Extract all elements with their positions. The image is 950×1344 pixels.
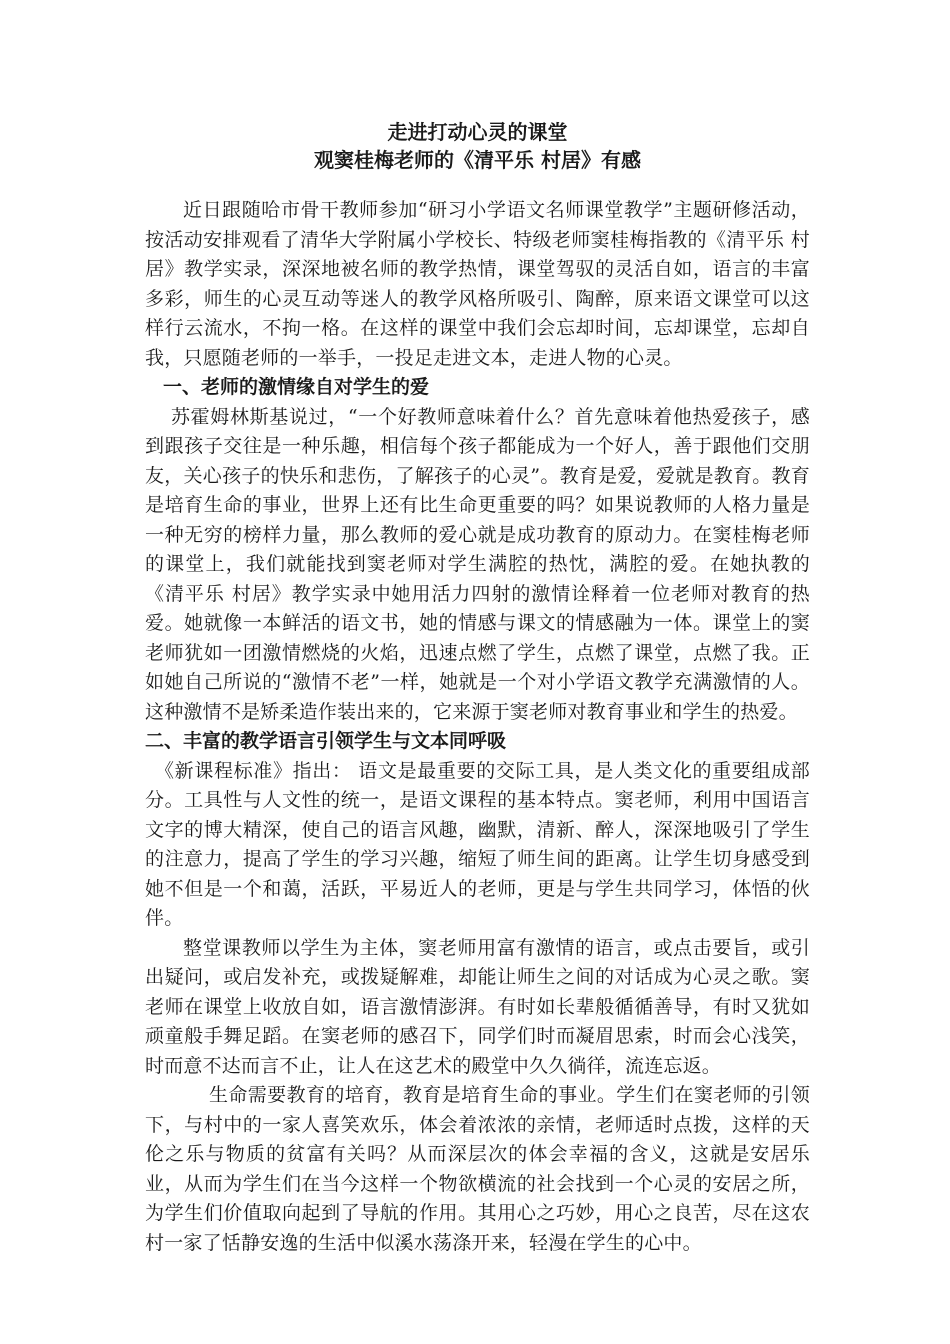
document-page: [145, 118, 810, 1258]
title-block: [145, 118, 810, 174]
section-2-paragraph-2: 整堂课教师以学生为主体，窦老师用富有激情的语言，或点击要旨，或引出疑问，或启发补充，或拨疑解难，却能让师生之间的对话成为心灵之歌。窦老师在课堂上收放自如，语言激情澎湃。有时如长辈般循循善导，有时又犹如顽童般手舞足蹈。在窦老师的感召下，同学们时而凝眉思索，时而会心浅笑，时而意不达而言不止，让人在这艺术的殿堂中久久徜徉，流连忘返。: [145, 936, 810, 1077]
section-2-paragraph-1: 《新课程标准》指出： 语文是最重要的交际工具，是人类文化的重要组成部分。工具性与人文性的统一，是语文课程的基本特点。窦老师，利用中国语言文字的博大精深，使自己的语言风趣，幽默，清新、醉人，深深地吸引了学生的注意力，提高了学生的学习兴趣，缩短了师生间的距离。让学生切身感受到她不但是一个和蔼，活跃，平易近人的老师，更是与学生共同学习，体悟的伙伴。: [145, 759, 810, 929]
document-title: 走进打动心灵的课堂: [387, 120, 568, 144]
section-1-paragraph: 苏霍姆林斯基说过，“一个好教师意味着什么？首先意味着他热爱孩子，感到跟孩子交往是一种乐趣，相信每个孩子都能成为一个好人，善于跟他们交朋友，关心孩子的快乐和悲伤，了解孩子的心灵”。教育是爱，爱就是教育。教育是培育生命的事业，世界上还有比生命更重要的吗？如果说教师的人格力量是一种无穷的榜样力量，那么教师的爱心就是成功教育的原动力。在窦桂梅老师的课堂上，我们就能找到窦老师对学生满腔的热忱，满腔的爱。在她执教的《清平乐 村居》教学实录中她用活力四射的激情诠释着一位老师对教育的热爱。她就像一本鲜活的语文书，她的情感与课文的情感融为一体。课堂上的窦老师犹如一团激情燃烧的火焰，迅速点燃了学生，点燃了课堂，点燃了我。正如她自己所说的“激情不老”一样，她就是一个对小学语文教学充满激情的人。这种激情不是矫柔造作装出来的，它来源于窦老师对教育事业和学生的热爱。: [145, 405, 810, 723]
section-2-heading: 二、丰富的教学语言引领学生与文本同呼吸: [145, 730, 507, 752]
section-2-paragraph-3: 生命需要教育的培育，教育是培育生命的事业。学生们在窦老师的引领下，与村中的一家人喜笑欢乐，体会着浓浓的亲情，老师适时点拨，这样的天伦之乐与物质的贫富有关吗？从而深层次的体会幸福的含义，这就是安居乐业，从而为学生们在当今这样一个物欲横流的社会找到一个心灵的安居之所，为学生们价值取向起到了导航的作用。其用心之巧妙，用心之良苦，尽在这农村一家了恬静安逸的生活中似溪水荡涤开来，轻漫在学生的心中。: [145, 1084, 810, 1254]
intro-paragraph: 近日跟随哈市骨干教师参加“研习小学语文名师课堂教学”主题研修活动，按活动安排观看了清华大学附属小学校长、特级老师窦桂梅指教的《清平乐 村居》教学实录，深深地被名师的教学热情，课堂驾驭的灵活自如，语言的丰富多彩，师生的心灵互动等迷人的教学风格所吸引、陶醉，原来语文课堂可以这样行云流水，不拘一格。在这样的课堂中我们会忘却时间，忘却课堂，忘却自我，只愿随老师的一举手，一投足走进文本，走进人物的心灵。: [145, 199, 810, 369]
document-subtitle: 观窦桂梅老师的《清平乐 村居》有感: [314, 148, 641, 172]
section-1-heading: 一、老师的激情缘自对学生的爱: [163, 376, 430, 398]
